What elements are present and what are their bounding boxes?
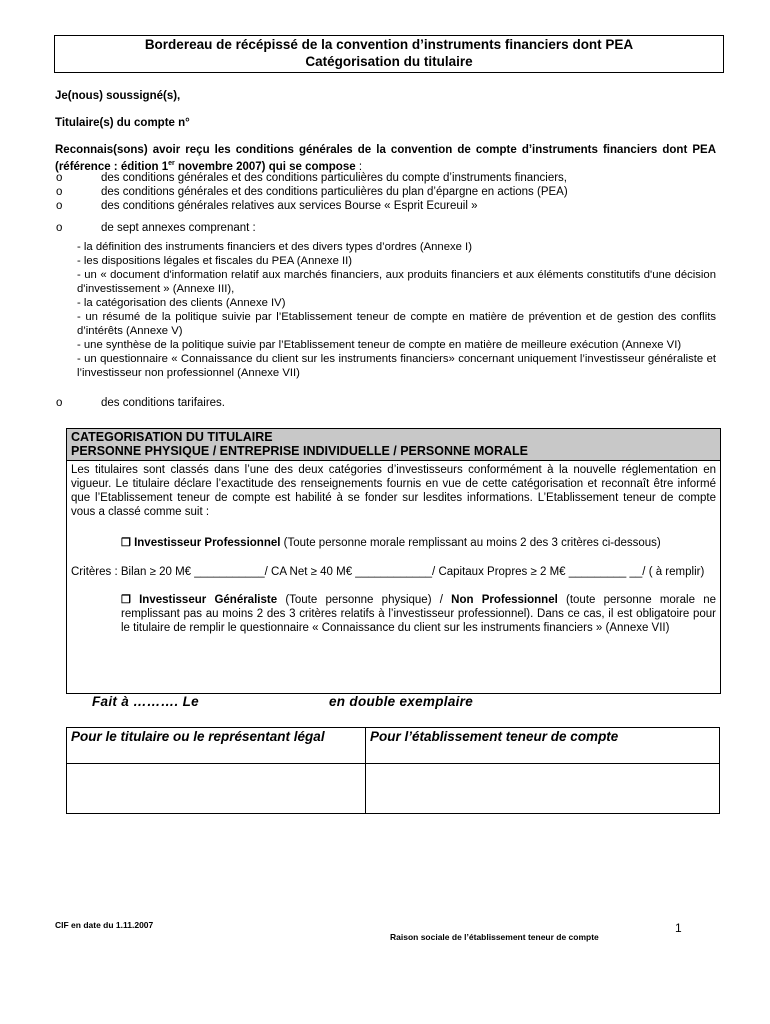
checkbox-icon[interactable]: ❒	[121, 594, 131, 606]
categorisation-text: Les titulaires sont classés dans l’une des deux catégories d’investisseurs conformément à la nouvelle réglementation en vigueur. Le titulaire déclare l’exactitude des renseignements fournis en vue de cette catégorisation et reconnaît être informé que l’Etablissement teneur de compte est habilité à se fonder sur lesdites informations. L’Etablissement teneur de compte vous a classé comme suit :	[71, 464, 716, 518]
footer-date: CIF en date du 1.11.2007	[55, 920, 154, 930]
bullet-mark: o	[56, 222, 63, 234]
reconnais-colon: :	[355, 160, 363, 173]
annex-item: - une synthèse de la politique suivie par l’Etablissement teneur de compte en matière de meilleure exécution (Annexe VI)	[77, 339, 682, 351]
bullet-text: des conditions générales et des conditions particulières du plan d’épargne en actions (PEA)	[101, 186, 568, 198]
categorisation-box	[66, 428, 721, 694]
non-professional-label: Non Professionnel	[451, 594, 558, 606]
holder-signature-field[interactable]	[67, 764, 366, 814]
reconnais-paragraph	[55, 143, 716, 174]
document-subtitle: Catégorisation du titulaire	[305, 54, 473, 69]
document-title-box	[54, 35, 724, 73]
bullet-mark: o	[56, 397, 63, 409]
fait-a-line: Fait à ………. Le	[92, 694, 199, 709]
bullet-text: des conditions générales relatives aux services Bourse « Esprit Ecureuil »	[101, 200, 478, 212]
institution-signature-header: Pour l’établissement teneur de compte	[366, 728, 720, 764]
professional-description: (Toute personne morale remplissant au moins 2 des 3 critères ci-dessous)	[280, 537, 661, 549]
signature-table	[66, 727, 720, 814]
annex-item: - la définition des instruments financiers et des divers types d’ordres (Annexe I)	[77, 241, 472, 253]
categorisation-subheading: PERSONNE PHYSIQUE / ENTREPRISE INDIVIDUELLE / PERSONNE MORALE	[71, 444, 529, 458]
categorisation-heading: CATEGORISATION DU TITULAIRE	[71, 430, 273, 444]
page-number: 1	[675, 921, 682, 935]
institution-signature-field[interactable]	[366, 764, 720, 814]
categorisation-body	[67, 461, 720, 637]
bullet-mark: o	[56, 186, 63, 198]
reconnais-text-2: novembre 2007) qui se compose	[174, 160, 356, 173]
bullet-mark: o	[56, 172, 63, 184]
holder-signature-header: Pour le titulaire ou le représentant légal	[67, 728, 366, 764]
annex-list	[77, 240, 716, 380]
reconnais-text-1: Reconnais(sons) avoir reçu les conditions générales de la convention de compte d’instruments financiers dont PEA (référence : édition 1	[55, 144, 716, 173]
double-exemplaire: en double exemplaire	[329, 694, 474, 709]
annex-item: - un questionnaire « Connaissance du client sur les instruments financiers» concernant uniquement l’investisseur généraliste et l’investisseur non professionnel (Annexe VII)	[77, 353, 716, 379]
footer-raison-sociale: Raison sociale de l’établissement teneur de compte	[390, 932, 599, 942]
reconnais-superscript: er	[168, 160, 175, 167]
annex-item: - les dispositions légales et fiscales du PEA (Annexe II)	[77, 255, 353, 267]
professional-label: Investisseur Professionnel	[134, 537, 281, 549]
annex-item: - un « document d'information relatif aux marchés financiers, aux produits financiers et aux éléments constitutifs d'une décision d'investissement » (Annexe III),	[77, 269, 716, 295]
document-title: Bordereau de récépissé de la convention d’instruments financiers dont PEA	[144, 37, 634, 52]
bullet-text: des conditions tarifaires.	[101, 397, 226, 409]
criteria-line: Critères : Bilan ≥ 20 M€ ___________/ CA Net ≥ 40 M€ ____________/ Capitaux Propres ≥ 2 M€ _________ __/ ( à remplir)	[71, 566, 705, 578]
bullet-text: des conditions générales et des conditions particulières du compte d’instruments financiers,	[101, 172, 568, 184]
bullet-mark: o	[56, 200, 63, 212]
checkbox-icon[interactable]: ❒	[121, 537, 131, 549]
annex-item: - un résumé de la politique suivie par l’Etablissement teneur de compte en matière de prévention et de gestion des conflits d’intérêts (Annexe V)	[77, 311, 716, 337]
titulaire-line: Titulaire(s) du compte n°	[55, 117, 190, 129]
generalist-option[interactable]	[121, 593, 716, 635]
bullet-text: de sept annexes comprenant :	[101, 222, 256, 234]
professional-option[interactable]	[121, 536, 676, 550]
generalist-label: Investisseur Généraliste	[139, 594, 278, 606]
categorisation-header	[67, 429, 720, 461]
soussigne-line: Je(nous) soussigné(s),	[55, 90, 181, 102]
generalist-middle: (Toute personne physique) /	[277, 594, 452, 606]
generalist-description: (toute personne morale ne remplissant pas au moins 2 des 3 critères relatifs à l’investisseur professionnel). Dans ce cas, il est obligatoire pour le titulaire de remplir le questionnaire « Connaissance du client sur les instruments financiers » (Annexe VII)	[121, 594, 716, 634]
annex-item: - la catégorisation des clients (Annexe IV)	[77, 297, 286, 309]
